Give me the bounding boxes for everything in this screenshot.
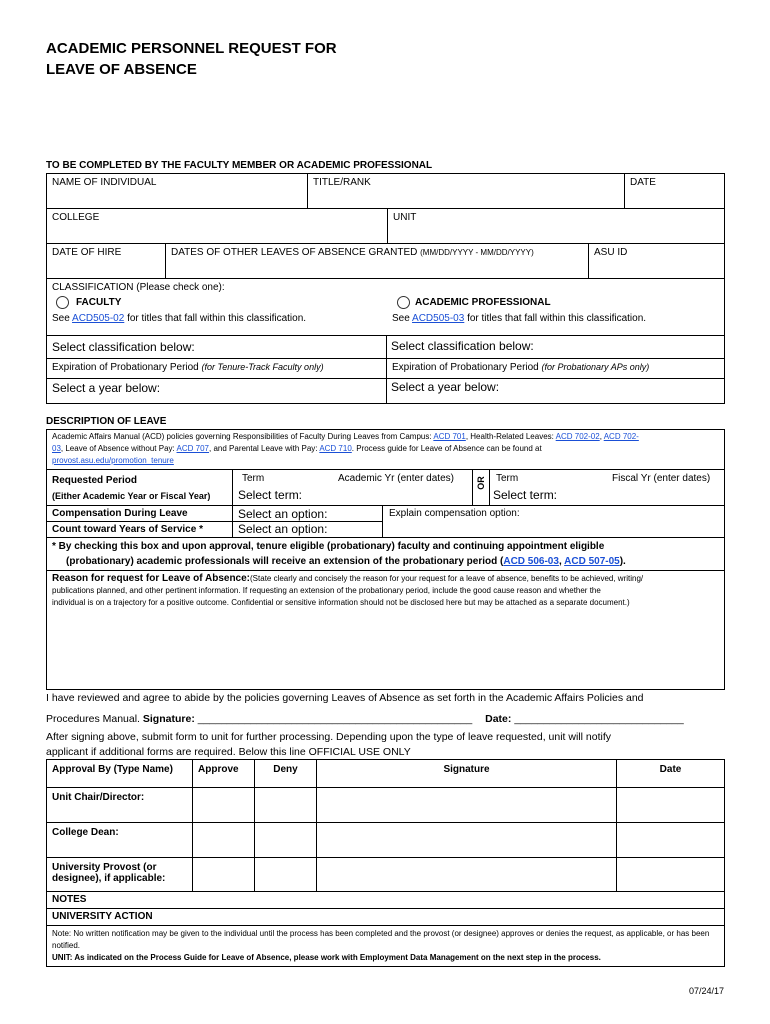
date-cell[interactable] [617,823,725,858]
probation-checkbox-note[interactable]: * By checking this box and upon approval, tenure eligible (probationary) faculty and continuing appointment eligible [52,541,605,552]
section2-heading: DESCRIPTION OF LEAVE [46,416,167,427]
ap-label: ACADEMIC PROFESSIONAL [415,297,551,308]
provost-link[interactable]: provost.asu.edu/promotion_tenure [52,456,174,465]
ap-see-text [392,313,646,324]
divider [46,335,725,336]
divider [46,521,232,522]
fiscal-term-label: Term [496,473,519,484]
unit-label[interactable]: UNIT [393,212,417,223]
date-cell[interactable] [617,788,725,823]
signature-line[interactable]: _______________________________________________ [197,713,473,725]
unit-instruction: UNIT: As indicated on the Process Guide for Leave of Absence, please work with Employment Data Management on the next step in the process. [52,953,601,962]
acd-506-03-link[interactable]: ACD 506-03 [503,556,559,567]
acd505-02-link[interactable]: ACD505-02 [72,313,125,324]
provost-label: University Provost (or designee), if applicable: [47,858,193,892]
university-action-row[interactable]: UNIVERSITY ACTION [47,909,725,926]
see-text: See [392,313,410,324]
divider [46,469,725,470]
academic-yr-label: Academic Yr (enter dates) [338,473,454,484]
divider [46,505,725,506]
approve-cell[interactable] [193,858,255,892]
title-rank-label[interactable]: TITLE/RANK [313,177,371,188]
note-end: ). [619,556,626,567]
term-label: Term [242,473,265,484]
signature-cell[interactable] [317,823,617,858]
note-text: Note: No written notification may be given to the individual until the process has been completed and the provost (or designee) approves or denies the request, as applicable, or has been notified. [52,929,710,950]
count-service-label: Count toward Years of Service * [52,524,203,535]
agreement-line1: I have reviewed and agree to abide by the policies governing Leaves of Absence as set forth in the Academic Affairs Policies and [46,692,644,704]
name-label[interactable]: NAME OF INDIVIDUAL [52,177,157,188]
intro-text: . Process guide for Leave of Absence can be found at [351,444,542,453]
faculty-radio[interactable] [56,296,69,309]
date-header: Date [617,760,725,788]
exp-note: (for Tenure-Track Faculty only) [201,362,324,372]
reason-instructions: (State clearly and concisely the reason for your request for a leave of absence, benefits to be achieved, writing/ [250,574,644,583]
divider [232,469,233,537]
reason-instructions: publications planned, and other pertinent information. If requesting an extension of the probationary period, include the good cause reason and whether the [52,586,601,595]
title-line1: ACADEMIC PERSONNEL REQUEST FOR [46,40,337,57]
deny-cell[interactable] [255,823,317,858]
policy-intro: Academic Affairs Manual (ACD) policies governing Responsibilities of Faculty During Leaves from Campus: ACD 701, Health-Related Leaves: ACD 702-02, ACD 702- 03, Leave of Absence without Pay: ACD 707, and Parental Leave with Pay: ACD 710. Process guide for Leave of Absence can be found at provost.asu.edu/promotion_tenure [52,432,639,465]
ap-year-select[interactable]: Select a year below: [391,380,500,394]
deny-header: Deny [255,760,317,788]
exp-note: (for Probationary APs only) [541,362,650,372]
after-signing-line2: applicant if additional forms are required. Below this line OFFICIAL USE ONLY [46,746,411,758]
divider [489,469,490,505]
classification-label: CLASSIFICATION (Please check one): [52,282,225,293]
acd505-03-link[interactable]: ACD505-03 [412,313,465,324]
deny-cell[interactable] [255,858,317,892]
ap-expiration-label [392,362,649,373]
requested-period-sub: (Either Academic Year or Fiscal Year) [52,491,211,501]
approval-header: Approval By (Type Name) [47,760,193,788]
revision-date: 07/24/17 [688,986,724,996]
date-cell[interactable] [617,858,725,892]
faculty-see-text [52,313,306,324]
divider [46,537,725,538]
other-leaves-text: DATES OF OTHER LEAVES OF ABSENCE GRANTED [171,247,418,258]
divider [387,208,388,243]
divider [46,570,725,571]
academic-term-select[interactable]: Select term: [238,488,303,502]
divider [46,243,725,244]
college-dean-label: College Dean: [47,823,193,858]
hire-date-label[interactable]: DATE OF HIRE [52,247,122,258]
agreement-text: Procedures Manual. [46,713,140,725]
faculty-classification-select[interactable]: Select classification below: [52,340,195,354]
acd-702-03-link-cont[interactable]: 03 [52,444,61,453]
reason-label: Reason for request for Leave of Absence: [52,573,251,584]
approve-cell[interactable] [193,788,255,823]
acd-702-02-link[interactable]: ACD 702-02 [555,432,600,441]
acd-701-link[interactable]: ACD 701 [433,432,466,441]
deny-cell[interactable] [255,788,317,823]
notes-row[interactable]: NOTES [47,892,725,909]
intro-text: , and Parental Leave with Pay: [209,444,318,453]
probation-note-line2 [66,556,626,567]
exp-label: Expiration of Probationary Period [392,362,539,373]
acd-507-05-link[interactable]: ACD 507-05 [564,556,620,567]
approve-cell[interactable] [193,823,255,858]
acd-707-link[interactable]: ACD 707 [176,444,210,453]
intro-text: Academic Affairs Manual (ACD) policies governing Responsibilities of Faculty During Leaves from Campus: [52,432,432,441]
faculty-label: FACULTY [76,297,122,308]
college-label[interactable]: COLLEGE [52,212,100,223]
divider [307,173,308,208]
note-text: (probationary) academic professionals will receive an extension of the probationary period ( [66,556,504,567]
approval-table [46,759,725,967]
title-line2: LEAVE OF ABSENCE [46,61,197,78]
explain-compensation-label[interactable]: Explain compensation option: [389,508,520,519]
requested-period-label: Requested Period [52,475,138,486]
exp-label: Expiration of Probationary Period [52,362,199,373]
date-sign-label: Date: [485,713,512,725]
divider [382,505,383,537]
ap-classification-select[interactable]: Select classification below: [391,339,534,353]
count-service-select[interactable]: Select an option: [238,522,328,536]
note-cell [47,926,725,967]
acd-702-03-link[interactable]: ACD 702- [603,432,639,441]
divider [46,208,725,209]
divider [165,243,166,278]
divider [472,469,473,505]
divider [588,243,589,278]
acd-710-link[interactable]: ACD 710 [319,444,352,453]
page-title [46,38,446,80]
compensation-select[interactable]: Select an option: [238,507,328,521]
reason-field[interactable] [52,573,722,609]
signature-header: Signature [317,760,617,788]
faculty-expiration-label [52,362,324,373]
section1-heading: TO BE COMPLETED BY THE FACULTY MEMBER OR ACADEMIC PROFESSIONAL [46,160,433,171]
agreement-line2 [46,713,684,725]
fiscal-term-select[interactable]: Select term: [493,488,558,502]
signature-cell[interactable] [317,788,617,823]
asu-id-label[interactable]: ASU ID [594,247,628,258]
intro-text: , Leave of Absence without Pay: [60,444,175,453]
fiscal-yr-label: Fiscal Yr (enter dates) [612,473,711,484]
faculty-year-select[interactable]: Select a year below: [52,381,161,395]
unit-chair-label: Unit Chair/Director: [47,788,193,823]
reason-instructions: individual is on a trajectory for a positive outcome. Confidential or sensitive information should not be disclosed here but may be attached as a separate document.) [52,598,630,607]
divider [46,278,725,279]
other-leaves-label[interactable] [171,247,534,258]
see-text: See [52,313,70,324]
or-label: OR [476,476,486,490]
divider [624,173,625,208]
compensation-label: Compensation During Leave [52,508,188,519]
signature-label: Signature: [142,713,195,725]
ap-radio[interactable] [397,296,410,309]
separator: , [558,556,565,567]
approve-header: Approve [193,760,255,788]
date-label[interactable]: DATE [630,177,656,188]
signature-cell[interactable] [317,858,617,892]
intro-text: , Health-Related Leaves: [465,432,554,441]
after-signing-line1: After signing above, submit form to unit for further processing. Depending upon the type of leave requested, unit will notify [46,731,611,743]
see-rest-text: for titles that fall within this classification. [467,313,647,324]
see-rest-text: for titles that fall within this classification. [127,313,307,324]
date-sign-line[interactable]: _____________________________ [514,713,684,725]
divider [386,335,387,404]
date-format-hint: (MM/DD/YYYY - MM/DD/YYYY) [420,248,534,257]
